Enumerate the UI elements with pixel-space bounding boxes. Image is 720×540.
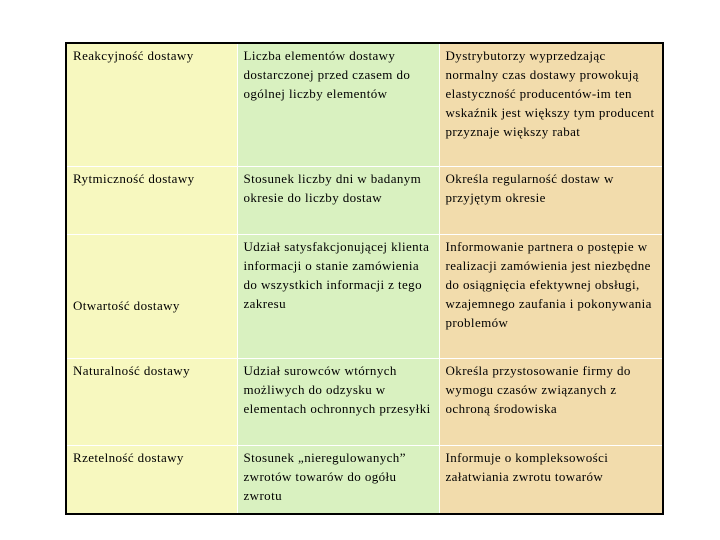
metric-interpretation: Informowanie partnera o postępie w realizacji zamówienia jest niezbędne do osiągnięcia efektywnej obsługi, wzajemnego zaufania i pokonywania problemów [439,234,663,358]
metric-name: Reakcyjność dostawy [66,43,237,166]
metric-definition: Stosunek liczby dni w badanym okresie do liczby dostaw [237,166,439,234]
metric-definition: Udział satysfakcjonującej klienta informacji o stanie zamówienia do wszystkich informacji z tego zakresu [237,234,439,358]
table-row [66,43,663,166]
table-row [66,445,663,514]
metric-name: Otwartość dostawy [66,234,237,358]
metric-definition: Udział surowców wtórnych możliwych do odzysku w elementach ochronnych przesyłki [237,358,439,445]
metric-definition: Stosunek „nieregulowanych” zwrotów towarów do ogółu zwrotu [237,445,439,514]
metric-name: Naturalność dostawy [66,358,237,445]
table-row [66,234,663,358]
metric-interpretation: Dystrybutorzy wyprzedzając normalny czas dostawy prowokują elastyczność producentów-im ten wskaźnik jest większy tym producent przyznaje większy rabat [439,43,663,166]
metric-interpretation: Określa regularność dostaw w przyjętym okresie [439,166,663,234]
metric-interpretation: Informuje o kompleksowości załatwiania zwrotu towarów [439,445,663,514]
metric-name: Rzetelność dostawy [66,445,237,514]
metric-interpretation: Określa przystosowanie firmy do wymogu czasów związanych z ochroną środowiska [439,358,663,445]
table-row [66,358,663,445]
metric-definition: Liczba elementów dostawy dostarczonej przed czasem do ogólnej liczby elementów [237,43,439,166]
delivery-metrics-table [65,42,664,515]
metric-name: Rytmiczność dostawy [66,166,237,234]
table-row [66,166,663,234]
